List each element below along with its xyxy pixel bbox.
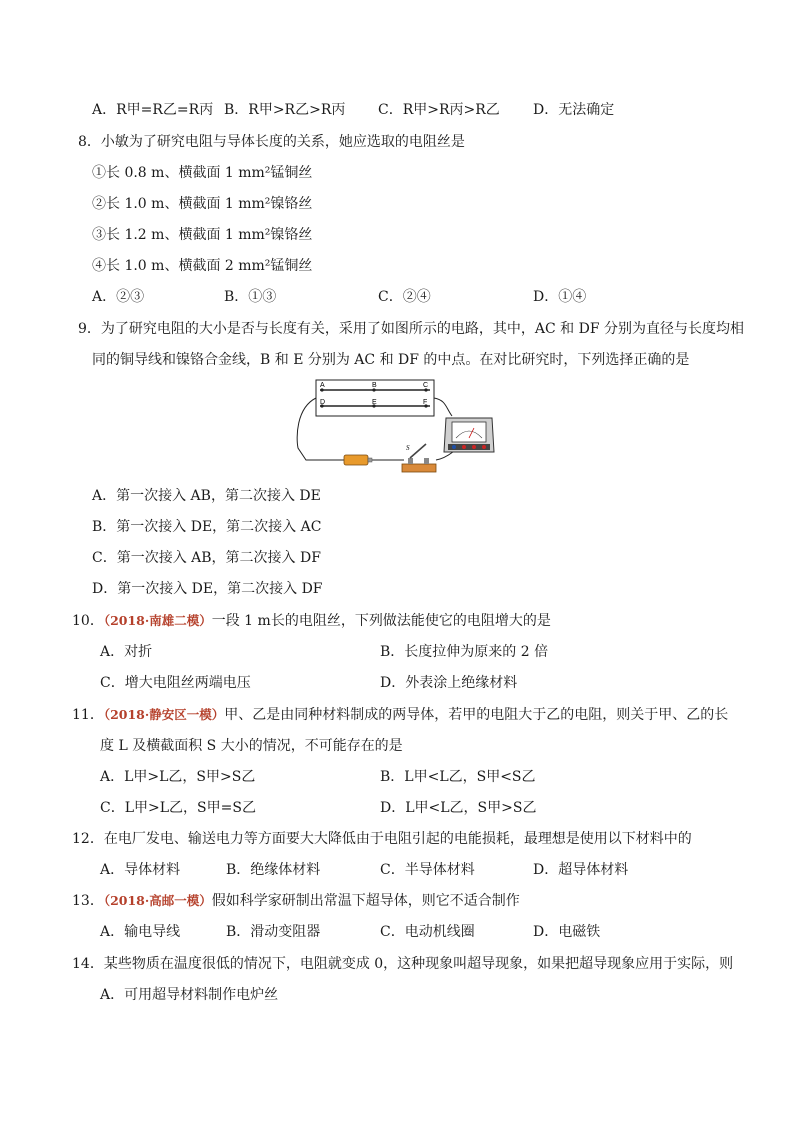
q11-stem-line2: 度 L 及横截面积 S 大小的情况，不可能存在的是: [100, 738, 403, 754]
ammeter-terminal-4: [482, 445, 486, 449]
q13-option-c: C．电动机线圈: [380, 924, 475, 940]
q7-option-b: B．R甲>R乙>R丙: [224, 102, 346, 118]
q9-option-d: D．第一次接入 DE，第二次接入 DF: [92, 581, 323, 597]
q8-item-2: ②长 1.0 m、横截面 1 mm²镍铬丝: [92, 196, 313, 212]
label-d: D: [320, 399, 326, 406]
q7-option-c: C．R甲>R丙>R乙: [378, 102, 500, 118]
q8-item-4: ④长 1.0 m、横截面 2 mm²锰铜丝: [92, 258, 313, 274]
q12-option-a: A．导体材料: [100, 862, 181, 878]
q10-number: 10．: [72, 613, 104, 629]
q9-option-b: B．第一次接入 DE，第二次接入 AC: [92, 519, 322, 535]
q8-option-d: D．①④: [533, 289, 587, 305]
ammeter-dial: [452, 422, 486, 442]
q7-option-d: D．无法确定: [533, 102, 615, 118]
label-b: B: [372, 382, 377, 389]
q11-number: 11．: [72, 707, 104, 723]
lead-wire-top: [434, 398, 452, 416]
q14-option-a: A．可用超导材料制作电炉丝: [100, 987, 279, 1003]
q13-option-a: A．输电导线: [100, 924, 181, 940]
q13-option-d: D．电磁铁: [533, 924, 601, 940]
q13-stem: [72, 891, 520, 911]
q13-text: 假如科学家研制出常温下超导体，则它不适合制作: [211, 893, 520, 909]
q7-option-a: A．R甲=R乙=R丙: [92, 102, 214, 118]
q12-stem: 12．在电厂发电、输送电力等方面要大大降低由于电阻引起的电能损耗，最理想是使用以下材料中的: [72, 831, 692, 847]
ammeter-terminal-2: [462, 445, 466, 449]
q10-text: 一段 1 m长的电阻丝，下列做法能使它的电阻增大的是: [211, 613, 551, 629]
switch-base: [402, 464, 436, 472]
q12-option-d: D．超导体材料: [533, 862, 629, 878]
q10-option-c: C．增大电阻丝两端电压: [100, 675, 251, 691]
q12-option-c: C．半导体材料: [380, 862, 475, 878]
q13-number: 13．: [72, 893, 104, 909]
circuit-figure: [296, 378, 496, 478]
q8-stem: 8．小敏为了研究电阻与导体长度的关系，她应选取的电阻丝是: [78, 134, 465, 150]
q10-option-a: A．对折: [100, 644, 153, 660]
q13-source: （2018·高邮一模）: [103, 893, 212, 908]
q11-option-a: A．L甲>L乙，S甲>S乙: [100, 769, 256, 785]
q11-stem-line1: [72, 705, 728, 725]
q8-item-1: ①长 0.8 m、横截面 1 mm²锰铜丝: [92, 165, 313, 181]
q8-option-c: C．②④: [378, 289, 431, 305]
q11-text: 甲、乙是由同种材料制成的两导体，若甲的电阻大于乙的电阻，则关于甲、乙的长: [224, 707, 729, 723]
q8-option-b: B．①③: [224, 289, 277, 305]
q9-stem-line2: 同的铜导线和镍铬合金线，B 和 E 分别为 AC 和 DF 的中点。在对比研究时，下列选择正确的是: [92, 352, 690, 368]
label-c: C: [423, 382, 429, 389]
q11-option-c: C．L甲>L乙，S甲=S乙: [100, 800, 256, 816]
q10-source: （2018·南雄二模）: [103, 613, 212, 628]
q11-source: （2018·静安区一模）: [103, 707, 225, 722]
label-e: E: [372, 399, 377, 406]
battery: [344, 455, 368, 465]
ammeter-terminal-1: [452, 445, 456, 449]
q11-option-d: D．L甲<L乙，S甲>S乙: [380, 800, 537, 816]
q12-option-b: B．绝缘体材料: [226, 862, 321, 878]
label-s: S: [406, 444, 410, 452]
q9-option-a: A．第一次接入 AB，第二次接入 DE: [92, 488, 321, 504]
q9-stem-line1: 9．为了研究电阻的大小是否与长度有关，采用了如图所示的电路，其中，AC 和 DF 分别为直径与长度均相: [78, 321, 745, 337]
ammeter-terminal-3: [472, 445, 476, 449]
q13-option-b: B．滑动变阻器: [226, 924, 321, 940]
q11-option-b: B．L甲<L乙，S甲<S乙: [380, 769, 536, 785]
q14-stem: 14．某些物质在温度很低的情况下，电阻就变成 0，这种现象叫超导现象，如果把超导现象应用于实际，则: [72, 956, 734, 972]
q10-stem: [72, 611, 551, 631]
q9-option-c: C．第一次接入 AB，第二次接入 DF: [92, 550, 321, 566]
q8-option-a: A．②③: [92, 289, 145, 305]
q10-option-d: D．外表涂上绝缘材料: [380, 675, 518, 691]
label-a: A: [320, 382, 325, 389]
switch-lever: [410, 444, 426, 458]
label-f: F: [423, 399, 428, 406]
q10-option-b: B．长度拉伸为原来的 2 倍: [380, 644, 549, 660]
q8-item-3: ③长 1.2 m、横截面 1 mm²镍铬丝: [92, 227, 313, 243]
